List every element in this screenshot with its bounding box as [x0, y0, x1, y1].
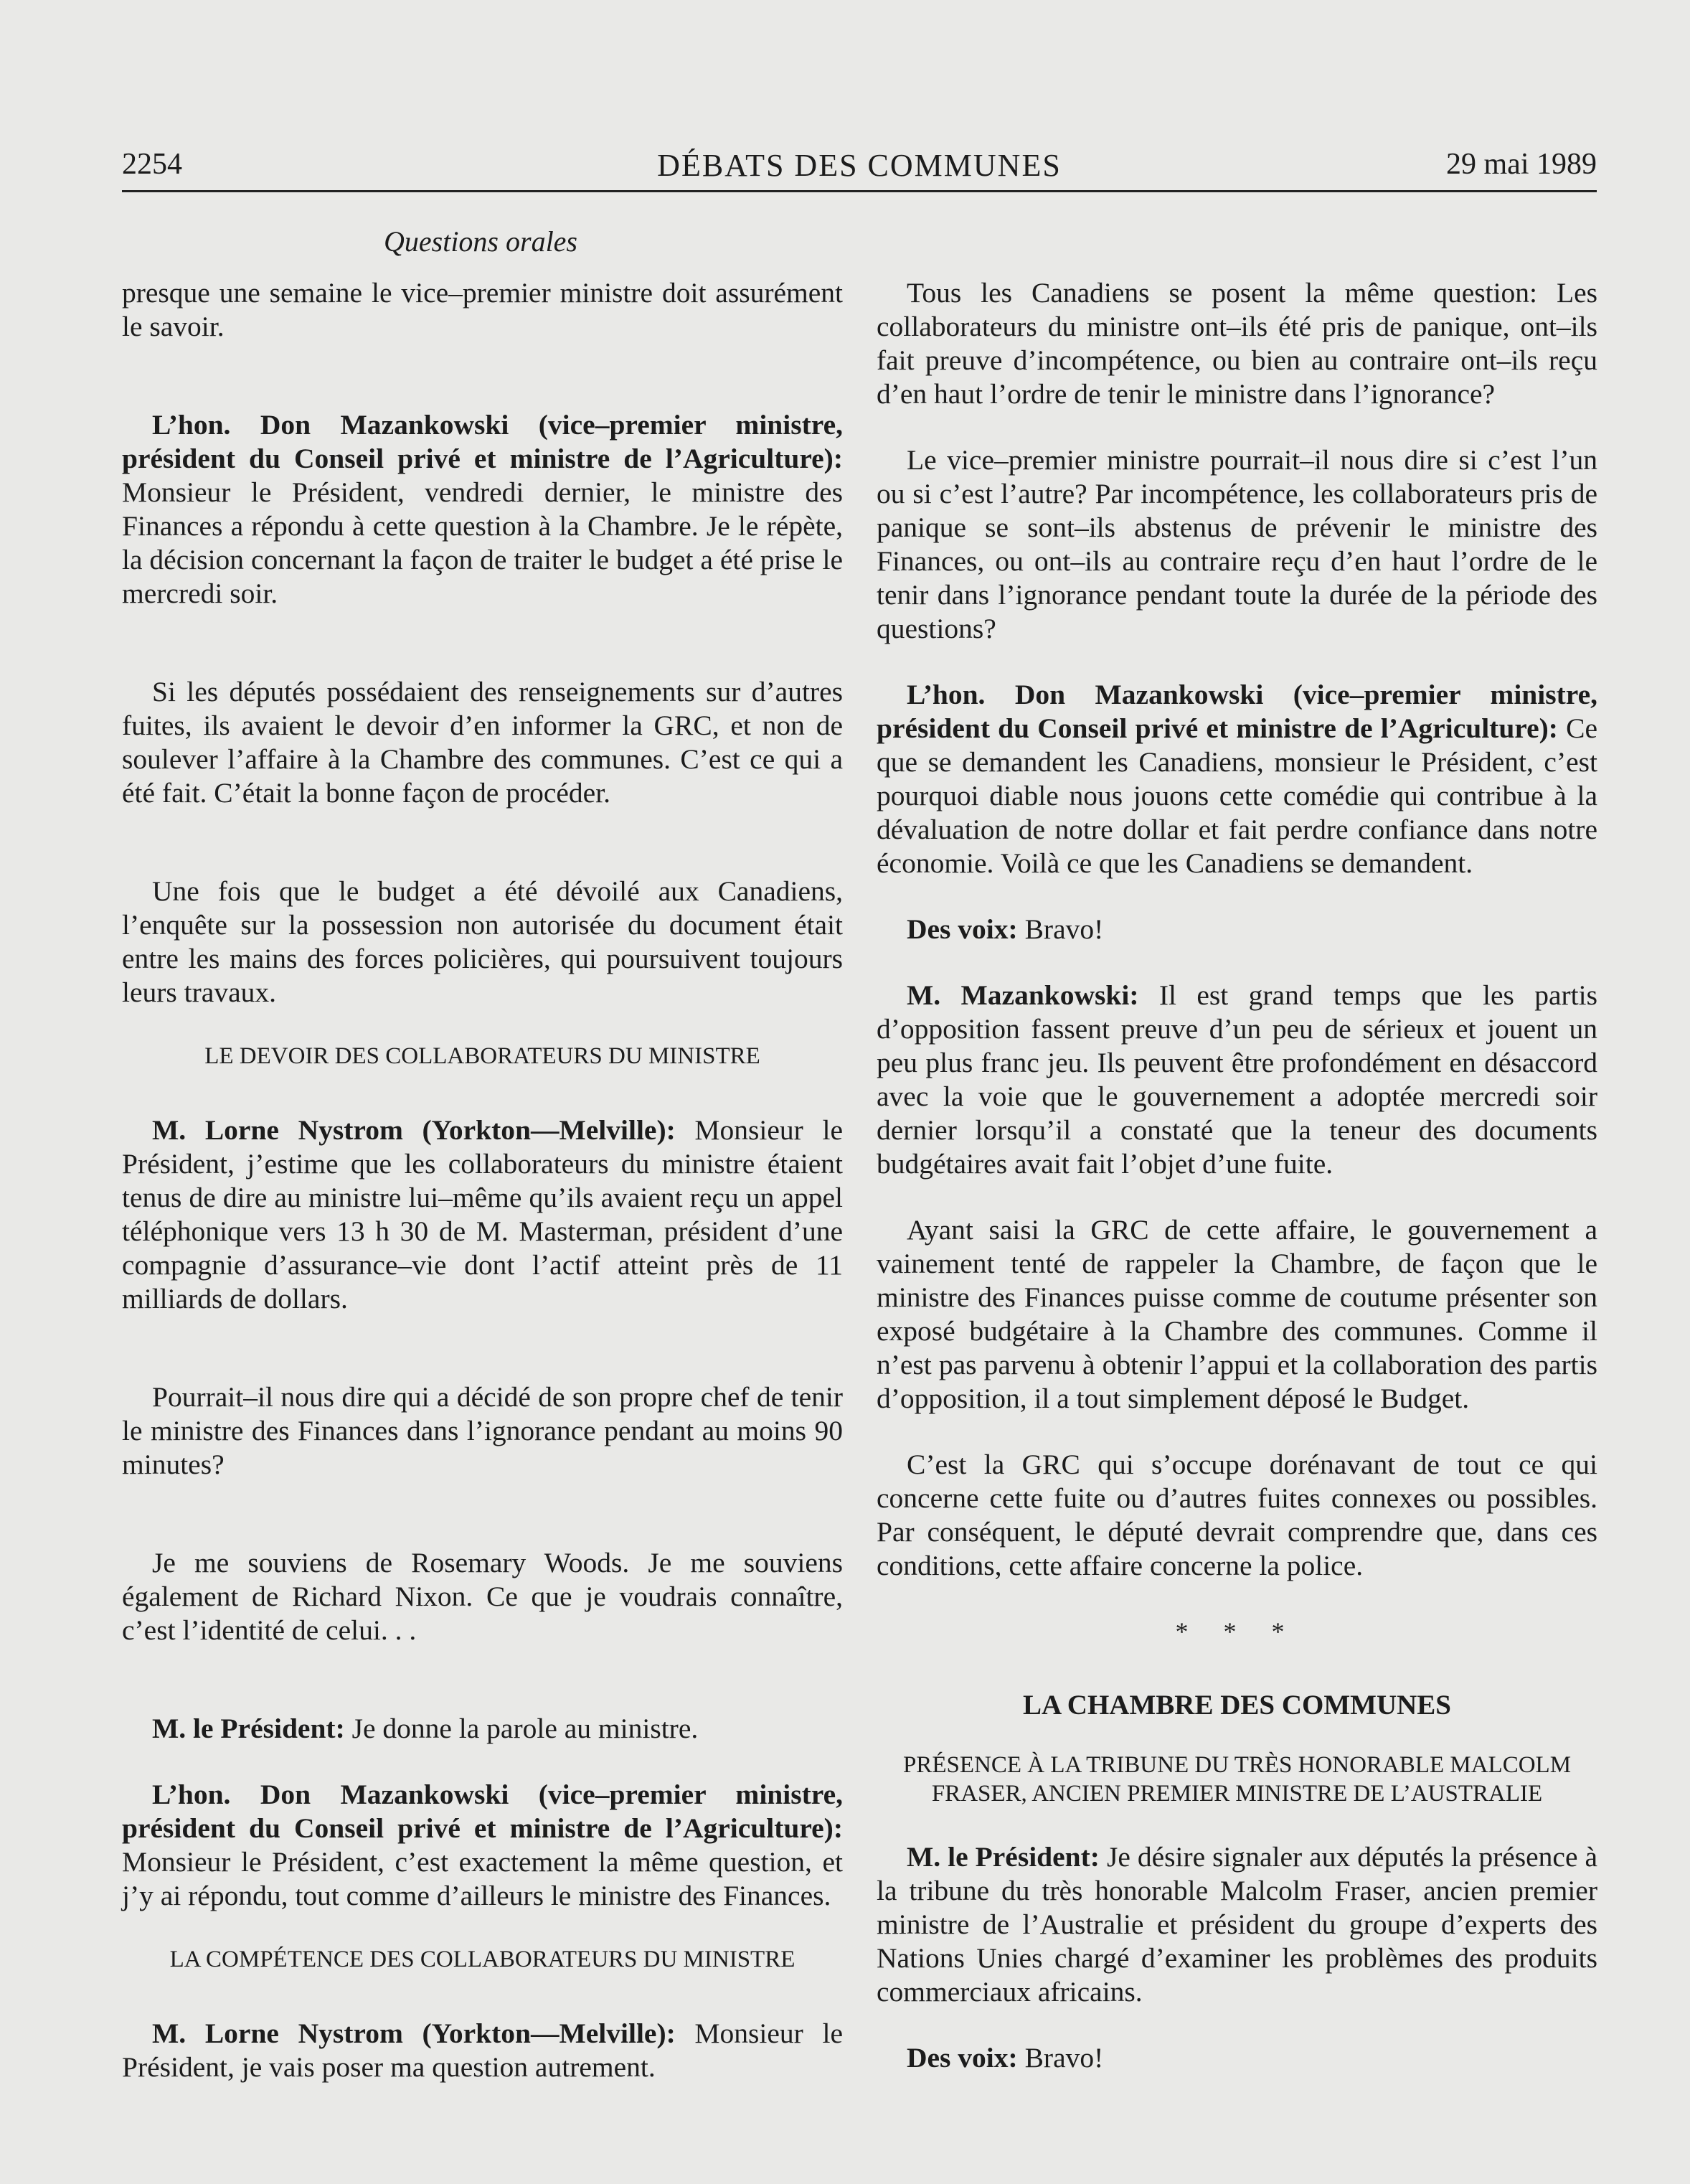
speech-text: Ce que se demandent les Canadiens, monsieur le Président, c’est pourquoi diable nous jouons cette comédie qui contribue à la dévaluation de notre dollar et fait perdre confiance dans notre économie. Voilà ce que les Canadiens se demandent. — [877, 712, 1598, 879]
section-separator: * * * — [1175, 1617, 1299, 1646]
speech-text: Monsieur le Président, j’estime que les collaborateurs du ministre étaient tenus de dire au ministre lui–même qu’ils avaient reçu un appel téléphonique vers 13 h 30 de M. Masterman, président d’une compagnie d’assurance–vie dont l’actif atteint près de 11 milliards de dollars. — [122, 1114, 843, 1314]
speech-text: Je donne la parole au ministre. — [351, 1713, 699, 1744]
speaker-name: M. Lorne Nystrom (Yorkton—Melville): — [152, 1114, 676, 1146]
paragraph: Une fois que le budget a été dévoilé aux Canadiens, l’enquête sur la possession non autorisée du document était entre les mains des forces policières, qui poursuivent toujours leurs travaux. — [122, 875, 843, 1008]
paragraph — [122, 2017, 843, 2084]
paragraph — [877, 979, 1597, 1181]
speaker-name: L’hon. Don Mazankowski (vice–premier ministre, président du Conseil privé et ministre de l’Agriculture): — [122, 409, 843, 474]
speaker-name: L’hon. Don Mazankowski (vice–premier ministre, président du Conseil privé et ministre de l’Agriculture): — [122, 1779, 843, 1844]
paragraph: presque une semaine le vice–premier ministre doit assurément le savoir. — [122, 277, 843, 342]
paragraph — [122, 1114, 843, 1316]
subheading: LA COMPÉTENCE DES COLLABORATEURS DU MINISTRE — [169, 1947, 796, 1972]
paragraph: Si les députés possédaient des renseignements sur d’autres fuites, ils avaient le devoir d’en informer la GRC, et non de soulever l’affaire à la Chambre des communes. C’est ce qui a été fait. C’était la bonne façon de procéder. — [122, 676, 843, 809]
left-column — [122, 276, 843, 2117]
paragraph: Pourrait–il nous dire qui a décidé de son propre chef de tenir le ministre des Finances dans l’ignorance pendant au moins 90 minutes? — [122, 1381, 843, 1480]
paragraph — [877, 913, 1597, 946]
right-column — [877, 276, 1597, 2107]
speaker-name: Des voix: — [907, 2042, 1018, 2074]
page-number: 2254 — [122, 148, 182, 181]
speaker-name: M. Lorne Nystrom (Yorkton—Melville): — [152, 2018, 676, 2049]
speaker-name: M. le Président: — [907, 1841, 1100, 1873]
speech-text: Il est grand temps que les partis d’opposition fassent preuve d’un peu de sérieux et jouent un peu plus franc jeu. Ils peuvent être profondément en désaccord avec la voie que le gouvernement a adoptée mercredi soir dernier lorsqu’il a constaté que la teneur des documents budgétaires avait fait l’objet d’une fuite. — [877, 979, 1597, 1180]
paragraph — [122, 408, 843, 611]
paragraph — [877, 2041, 1597, 2075]
publication-date: 29 mai 1989 — [1446, 148, 1597, 181]
section-heading: LA CHAMBRE DES COMMUNES — [1023, 1690, 1451, 1721]
subheading: LE DEVOIR DES COLLABORATEURS DU MINISTRE — [204, 1043, 760, 1069]
paragraph: Tous les Canadiens se posent la même question: Les collaborateurs du ministre ont–ils été pris de panique, ont–ils fait preuve d’incompétence, ou bien au contraire ont–ils reçu d’en haut l’ordre de tenir le ministre dans l’ignorance? — [877, 277, 1597, 410]
paragraph: C’est la GRC qui s’occupe dorénavant de tout ce qui concerne cette fuite ou d’autres fuites connexes ou possibles. Par conséquent, le député devrait comprendre que, dans ces conditions, cette affaire concerne la police. — [877, 1449, 1597, 1581]
speaker-name: L’hon. Don Mazankowski (vice–premier ministre, président du Conseil privé et ministre de l’Agriculture): — [877, 679, 1597, 744]
speaker-name: Des voix: — [907, 913, 1018, 945]
paragraph — [877, 1840, 1597, 2009]
speech-text: Monsieur le Président, c’est exactement la même question, et j’y ai répondu, tout comme d’ailleurs le ministre des Finances. — [122, 1846, 843, 1911]
paragraph — [877, 678, 1597, 880]
subheading: PRÉSENCE À LA TRIBUNE DU TRÈS HONORABLE MALCOLM FRASER, ANCIEN PREMIER MINISTRE DE L’AUSTRALIE — [902, 1752, 1572, 1807]
section-rubric: Questions orales — [384, 225, 577, 258]
speaker-name: M. Mazankowski: — [907, 979, 1139, 1011]
paragraph: Ayant saisi la GRC de cette affaire, le gouvernement a vainement tenté de rappeler la Chambre, de façon que le ministre des Finances puisse comme de coutume présenter son exposé budgétaire à la Chambre des communes. Comme il n’est pas parvenu à obtenir l’appui et la collaboration des partis d’opposition, il a tout simplement déposé le Budget. — [877, 1214, 1597, 1414]
speech-text: Je désire signaler aux députés la présence à la tribune du très honorable Malcolm Fraser, ancien premier ministre de l’Australie et président du groupe d’experts des Nations Unies chargé d’examiner les problèmes des produits commerciaux africains. — [877, 1841, 1598, 2008]
speech-text: Bravo! — [1024, 2042, 1104, 2074]
publication-title: DÉBATS DES COMMUNES — [657, 148, 1062, 183]
speaker-name: M. le Président: — [152, 1713, 345, 1744]
paragraph — [122, 1778, 843, 1913]
paragraph — [122, 1712, 843, 1746]
paragraph: Le vice–premier ministre pourrait–il nous dire si c’est l’un ou si c’est l’autre? Par incompétence, les collaborateurs pris de panique se sont–ils abstenus de prévenir le ministre des Finances, ou ont–ils au contraire reçu d’en haut l’ordre de le tenir dans l’ignorance pendant toute la durée de la période des questions? — [877, 444, 1597, 644]
paragraph: Je me souviens de Rosemary Woods. Je me souviens également de Richard Nixon. Ce que je voudrais connaître, c’est l’identité de celui. . . — [122, 1547, 843, 1646]
speech-text: Monsieur le Président, vendredi dernier, le ministre des Finances a répondu à cette question à la Chambre. Je le répète, la décision concernant la façon de traiter le budget a été prise le mercredi soir. — [122, 476, 843, 609]
page-header — [122, 147, 1597, 192]
speech-text: Monsieur le Président, je vais poser ma question autrement. — [122, 2018, 843, 2083]
speech-text: Bravo! — [1024, 913, 1104, 945]
